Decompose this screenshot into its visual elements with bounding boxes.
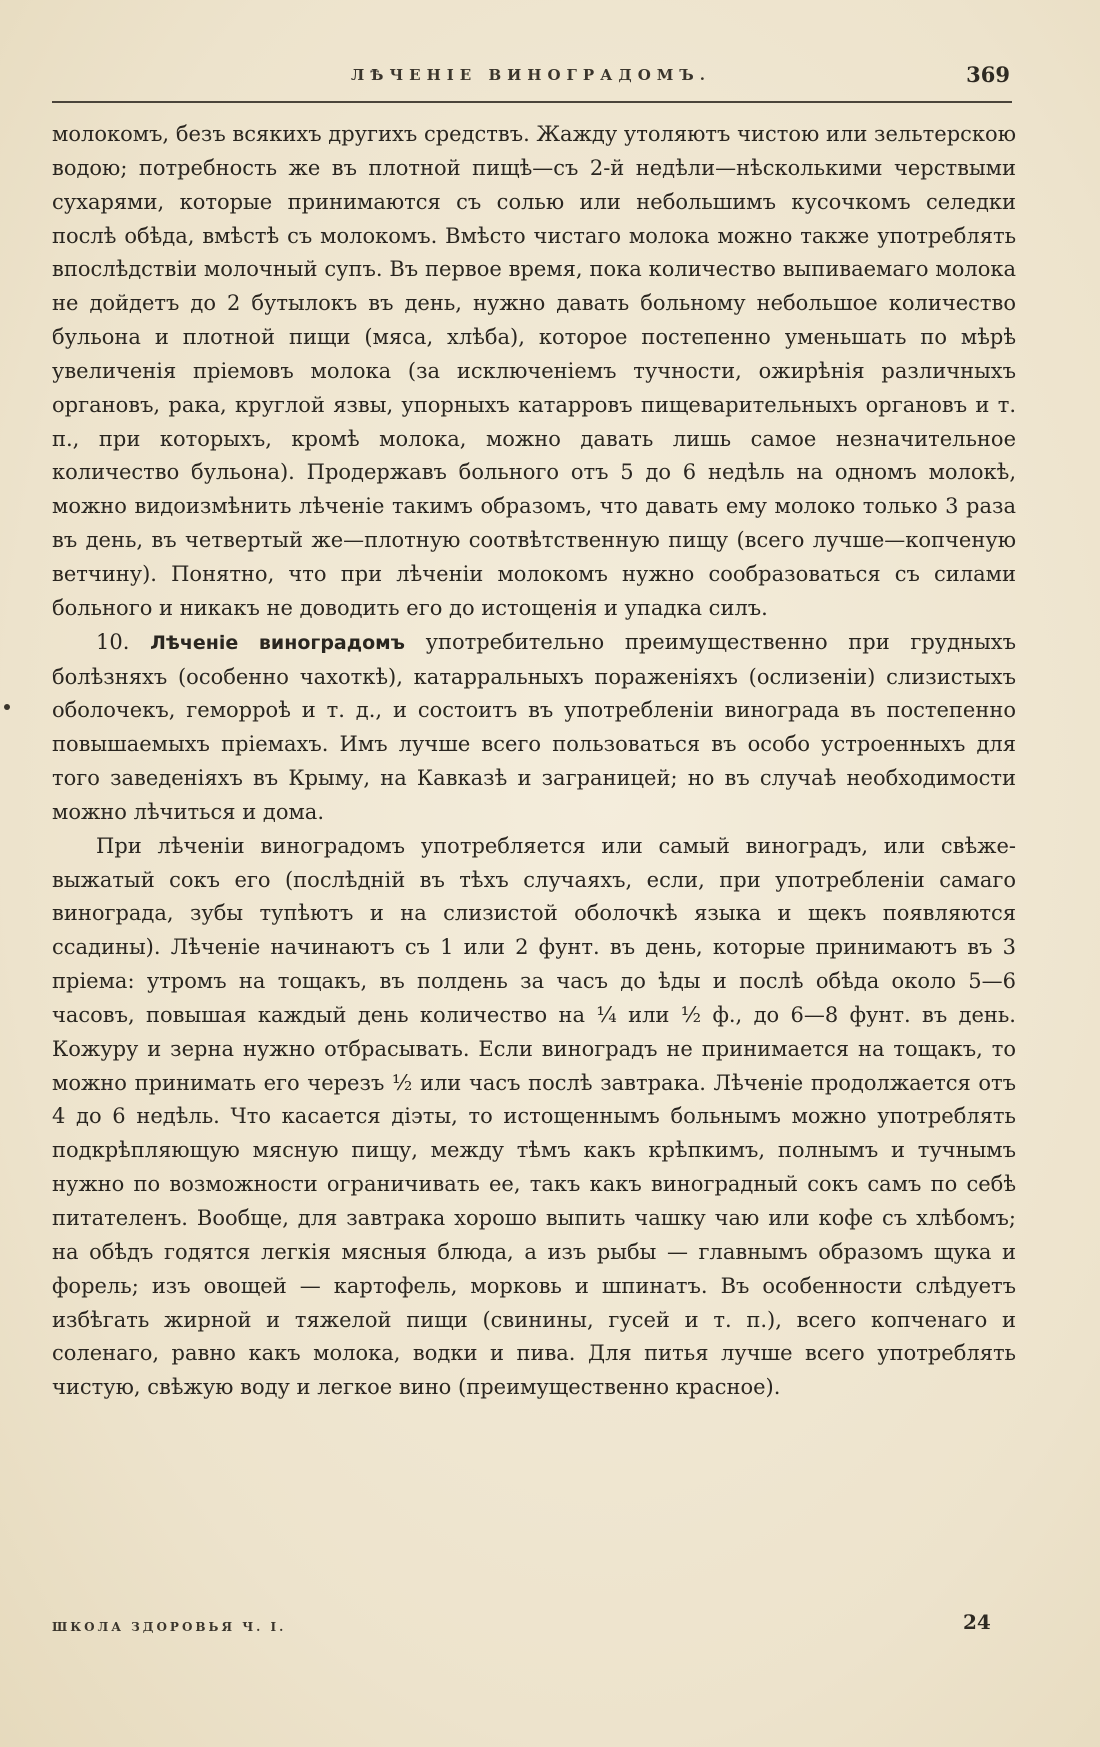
margin-mark — [4, 704, 10, 710]
section-intro-text: употребительно преимущественно при грудныхъ болѣзняхъ (особенно чахоткѣ), катарральныхъ пораженіяхъ (ослизеніи) слизистыхъ оболочекъ, геморроѣ и т. д., и состоитъ въ употребленіи винограда въ постепенно повышаемыхъ пріемахъ. Имъ лучше всего пользоваться въ особо устроенныхъ для того заведеніяхъ въ Крыму, на Кавказѣ и заграницей; но въ случаѣ необходимости можно лѣчиться и дома. — [52, 629, 1016, 824]
header-rule — [52, 101, 1012, 103]
section-title: Лѣченіе виноградомъ — [150, 631, 405, 654]
paragraph-grape-cure-details: При лѣченіи виноградомъ употребляется или самый виноградъ, или свѣже-выжатый сокъ его (послѣдній въ тѣхъ случаяхъ, если, при употребленіи самаго винограда, зубы тупѣютъ и на слизистой оболочкѣ языка и щекъ появляются ссадины). Лѣченіе начинаютъ съ 1 или 2 фунт. въ день, которые принимаютъ въ 3 пріема: утромъ на тощакъ, въ полдень за часъ до ѣды и послѣ обѣда около 5—6 часовъ, повышая каждый день количество на ¼ или ½ ф., до 6—8 фунт. въ день. Кожуру и зерна нужно отбрасывать. Если виноградъ не принимается на тощакъ, то можно принимать его черезъ ½ или часъ послѣ завтрака. Лѣченіе продолжается отъ 4 до 6 недѣль. Что касается діэты, то истощеннымъ больнымъ можно употреблять подкрѣпляющую мясную пищу, между тѣмъ какъ крѣпкимъ, полнымъ и тучнымъ нужно по возможности ограничивать ее, такъ какъ виноградный сокъ самъ по себѣ питателенъ. Вообще, для завтрака хорошо выпить чашку чаю или кофе съ хлѣбомъ; на обѣдъ годятся легкія мясныя блюда, а изъ рыбы — главнымъ образомъ щука и форель; изъ овощей — картофель, морковь и шпинатъ. Въ особенности слѣдуетъ избѣгать жирной и тяжелой пищи (свинины, гусей и т. п.), всего копченаго и соленаго, равно какъ молока, водки и пива. Для питья лучше всего употреблять чистую, свѣжую воду и легкое вино (преимущественно красное). — [52, 833, 1016, 1400]
running-head — [52, 62, 1010, 94]
running-title: ЛѢЧЕНІЕ ВИНОГРАДОМЪ. — [351, 66, 711, 84]
page-number: 369 — [966, 62, 1010, 87]
signature-line: ШКОЛА ЗДОРОВЬЯ Ч. I. — [52, 1620, 287, 1634]
body-text — [52, 118, 1016, 1405]
paragraph-grape-cure-intro — [52, 626, 1016, 830]
section-number: 10. — [96, 629, 130, 654]
paragraph-milk-treatment-continued: молокомъ, безъ всякихъ другихъ средствъ. Жажду утоляютъ чистою или зельтерскою водою; потребность же въ плотной пищѣ—съ 2-й недѣли—нѣсколькими черствыми сухарями, которые принимаются съ солью или небольшимъ кусочкомъ селедки послѣ обѣда, вмѣстѣ съ молокомъ. Вмѣсто чистаго молока можно также употреблять впослѣдствіи молочный супъ. Въ первое время, пока количество выпиваемаго молока не дойдетъ до 2 бутылокъ въ день, нужно давать больному небольшое количество бульона и плотной пищи (мяса, хлѣба), которое постепенно уменьшать по мѣрѣ увеличенія пріемовъ молока (за исключеніемъ тучности, ожирѣнія различныхъ органовъ, рака, круглой язвы, упорныхъ катарровъ пищеварительныхъ органовъ и т. п., при которыхъ, кромѣ молока, можно давать лишь самое незначительное количество бульона). Продержавъ больного отъ 5 до 6 недѣль на одномъ молокѣ, можно видоизмѣнить лѣченіе такимъ образомъ, что давать ему молоко только 3 раза въ день, въ четвертый же—плотную соотвѣтственную пищу (всего лучше—копченую ветчину). Понятно, что при лѣченіи молокомъ нужно сообразоваться съ силами больного и никакъ не доводить его до истощенія и упадка силъ. — [52, 122, 1016, 620]
signature-mark: 24 — [963, 1610, 991, 1634]
